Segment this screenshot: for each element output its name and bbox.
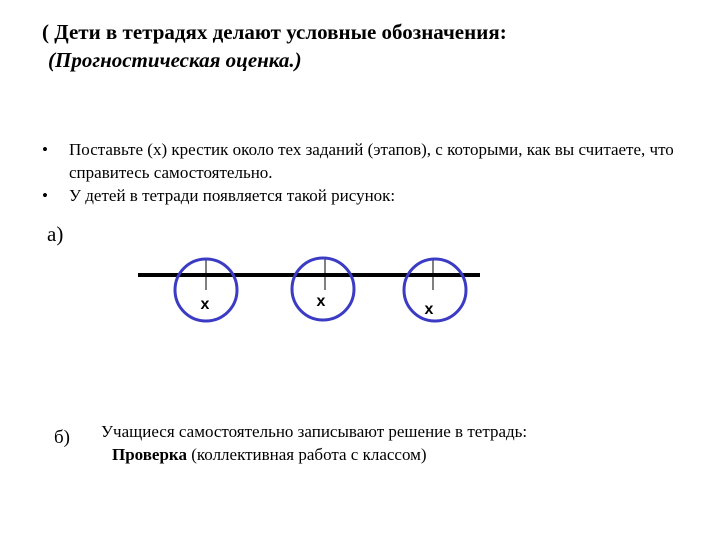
stage-circle-2: [292, 258, 354, 320]
check-description: (коллективная работа с классом): [186, 445, 427, 464]
part-a-label: а): [47, 222, 64, 246]
bullet-icon: •: [42, 186, 48, 205]
part-b-line-1: Учащиеся самостоятельно записывают решение в тетрадь:: [101, 422, 528, 441]
bullet-text-1: Поставьте (х) крестик около тех заданий (этапов), с которыми, как вы считаете, что справитесь самостоятельно.: [69, 140, 674, 182]
heading-line-1: ( Дети в тетрадях делают условные обозначения:: [42, 20, 507, 44]
cross-mark-1: х: [200, 296, 210, 313]
part-b-text: [101, 420, 527, 466]
part-b-line-2: [112, 443, 527, 466]
heading-line-2: (Прогностическая оценка.): [48, 48, 302, 72]
check-word: Проверка: [112, 445, 187, 464]
bullet-icon: •: [42, 140, 48, 159]
cross-mark-2: х: [316, 293, 326, 310]
bullet-text-2: У детей в тетради появляется такой рисунок:: [69, 186, 396, 205]
stage-circle-3: [404, 259, 466, 321]
cross-mark-3: х: [424, 301, 434, 318]
part-b-label: б): [54, 427, 70, 448]
